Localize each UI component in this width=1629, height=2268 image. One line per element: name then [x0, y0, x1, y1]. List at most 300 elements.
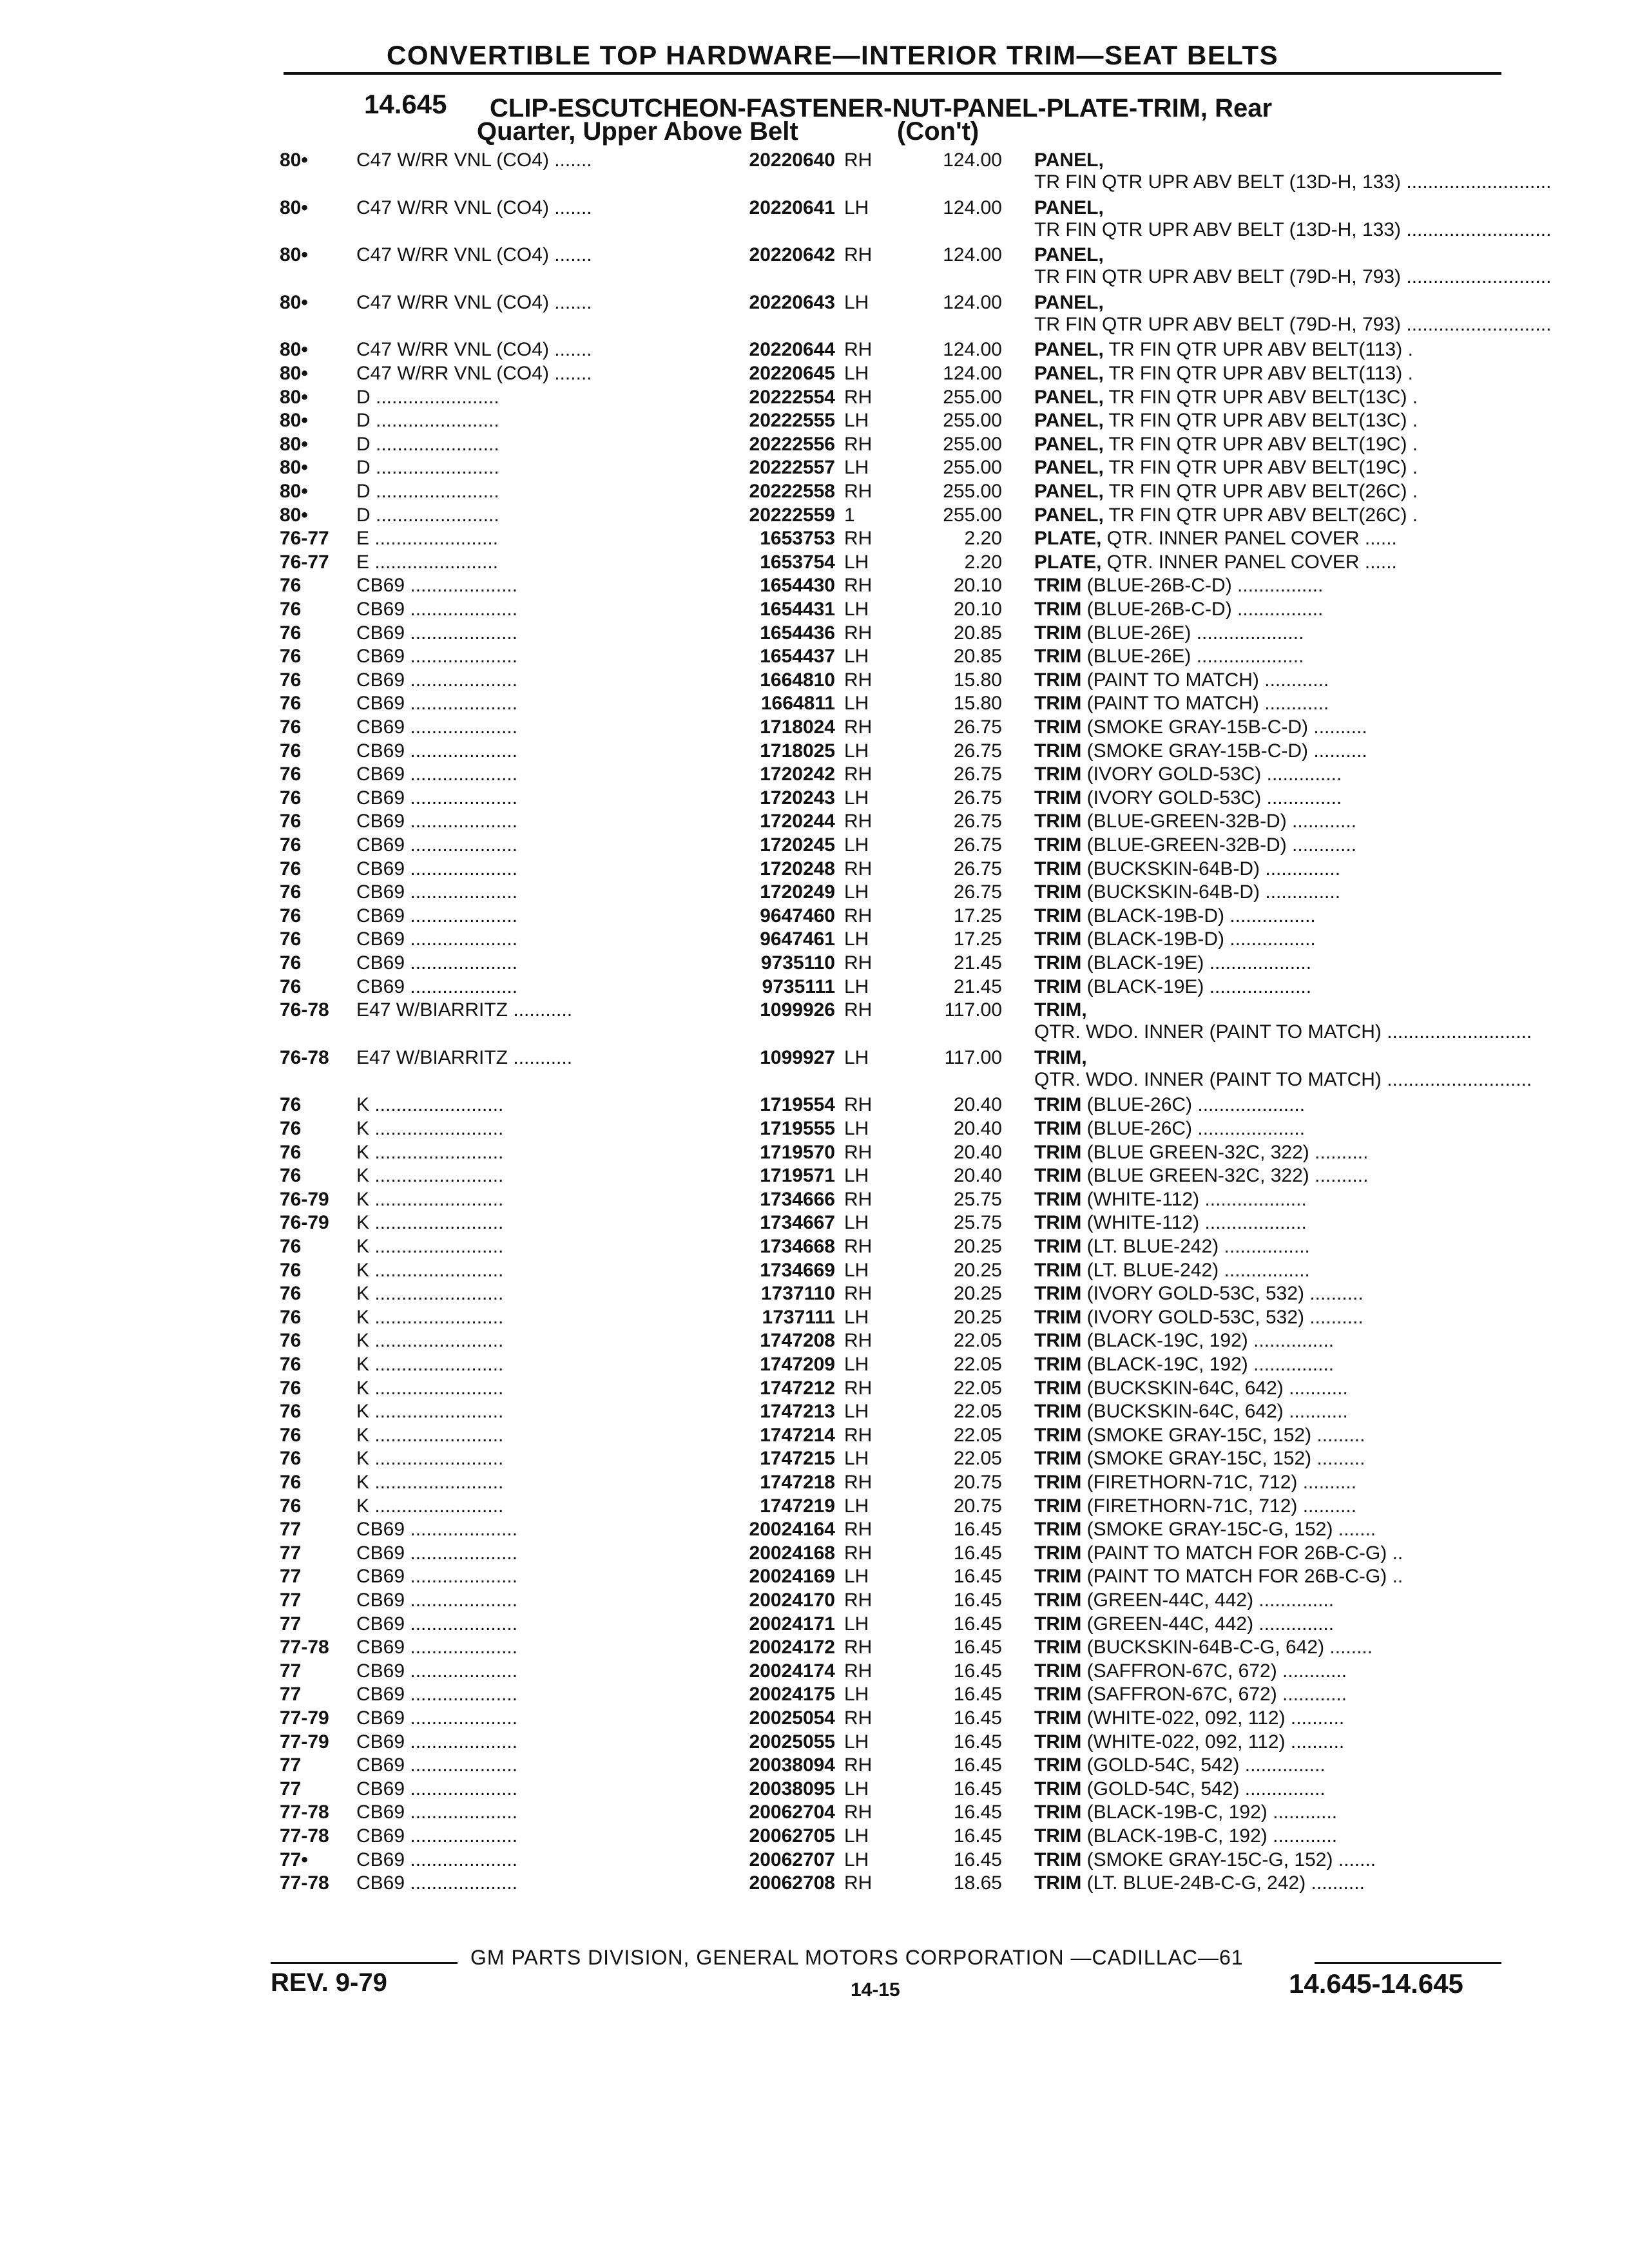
description-detail: (BLUE-26B-C-D) ................: [1081, 575, 1324, 597]
description-detail: QTR. WDO. INNER (PAINT TO MATCH) ...........................: [1034, 1021, 1532, 1043]
description-detail: (LT. BLUE-24B-C-G, 242) ..........: [1081, 1872, 1365, 1894]
year-cell: 80•: [280, 504, 308, 526]
description-name: TRIM: [1034, 764, 1082, 785]
part-number-cell: 20024164: [749, 1519, 835, 1541]
description-name: TRIM: [1034, 1330, 1082, 1352]
model-cell: K ........................: [356, 1330, 504, 1352]
price-cell: 255.00: [943, 481, 1002, 502]
side-cell: LH: [844, 1613, 869, 1635]
part-number-cell: 1718025: [760, 740, 835, 762]
side-cell: LH: [844, 1306, 869, 1328]
year-cell: 77-79: [280, 1731, 329, 1753]
description-name: TRIM: [1034, 575, 1082, 597]
description-cell: [1034, 669, 1498, 691]
year-cell: 76: [280, 1259, 302, 1281]
description-detail: TR FIN QTR UPR ABV BELT(19C) .: [1103, 457, 1418, 479]
description-name: TRIM: [1034, 1472, 1082, 1493]
side-cell: RH: [844, 1872, 872, 1894]
description-name: TRIM: [1034, 1754, 1082, 1776]
year-cell: 76: [280, 740, 302, 762]
description-cell: [1034, 1849, 1498, 1871]
model-cell: CB69 ....................: [356, 952, 518, 974]
description-name: TRIM: [1034, 646, 1082, 668]
side-cell: 1: [844, 504, 855, 526]
description-detail: (SMOKE GRAY-15C, 152) .........: [1081, 1448, 1365, 1470]
part-number-cell: 1653753: [760, 528, 835, 550]
description-detail: (BLUE-26B-C-D) ................: [1081, 599, 1324, 620]
side-cell: RH: [844, 1377, 872, 1399]
description-cell: [1034, 528, 1498, 550]
side-cell: LH: [844, 1212, 869, 1234]
year-cell: 80•: [280, 149, 308, 171]
price-cell: 16.45: [953, 1778, 1002, 1800]
description-detail: TR FIN QTR UPR ABV BELT (13D-H, 133) ...........................: [1034, 218, 1552, 240]
price-cell: 20.85: [953, 622, 1002, 644]
year-cell: 76: [280, 1448, 302, 1470]
description-name: TRIM: [1034, 1802, 1082, 1823]
model-cell: C47 W/RR VNL (CO4) .......: [356, 197, 592, 218]
description-name: TRIM: [1034, 1259, 1082, 1281]
footer-organization: GM PARTS DIVISION, GENERAL MOTORS CORPORATION —CADILLAC—61: [470, 1946, 1244, 1969]
price-cell: 22.05: [953, 1354, 1002, 1375]
side-cell: LH: [844, 1684, 869, 1706]
part-number-cell: 1719570: [760, 1141, 835, 1163]
year-cell: 76: [280, 952, 302, 974]
description-cell: [1034, 552, 1498, 573]
description-detail: (WHITE-022, 092, 112) ..........: [1081, 1707, 1345, 1729]
description-cell: [1034, 976, 1498, 998]
year-cell: 80•: [280, 433, 308, 455]
description-name: PANEL,: [1034, 149, 1104, 171]
part-number-cell: 1747214: [760, 1424, 835, 1446]
description-cell: [1034, 693, 1498, 715]
price-cell: 2.20: [964, 551, 1002, 573]
description-cell: [1034, 740, 1498, 762]
price-cell: 124.00: [943, 244, 1002, 266]
side-cell: LH: [844, 975, 869, 997]
description-name: TRIM: [1034, 1401, 1082, 1423]
year-cell: 77-79: [280, 1707, 329, 1729]
price-cell: 117.00: [944, 1046, 1002, 1068]
model-cell: CB69 ....................: [356, 1731, 518, 1753]
part-number-cell: 20222554: [749, 386, 835, 408]
description-detail: (WHITE-112) ...................: [1081, 1212, 1307, 1234]
year-cell: 76: [280, 834, 302, 856]
price-cell: 22.05: [953, 1377, 1002, 1399]
price-cell: 16.45: [953, 1707, 1002, 1729]
part-number-cell: 20220642: [749, 244, 835, 266]
description-cell: [1034, 1165, 1498, 1187]
description-detail: TR FIN QTR UPR ABV BELT(13C) .: [1103, 410, 1418, 432]
model-cell: K ........................: [356, 1401, 504, 1423]
year-cell: 80•: [280, 339, 308, 361]
price-cell: 25.75: [953, 1212, 1002, 1234]
side-cell: RH: [844, 1472, 872, 1493]
year-cell: 76: [280, 599, 302, 620]
part-number-cell: 20024174: [749, 1660, 835, 1682]
price-cell: 26.75: [953, 881, 1002, 903]
side-cell: LH: [844, 1118, 869, 1139]
side-cell: RH: [844, 149, 872, 171]
description-name: TRIM: [1034, 599, 1082, 620]
description-detail: (BLUE-GREEN-32B-D) ............: [1081, 834, 1357, 856]
description-detail: TR FIN QTR UPR ABV BELT(113) .: [1103, 363, 1413, 384]
description-name: TRIM: [1034, 740, 1082, 762]
description-detail: TR FIN QTR UPR ABV BELT(13C) .: [1103, 386, 1418, 408]
description-detail: (WHITE-112) ...................: [1081, 1188, 1307, 1210]
side-cell: LH: [844, 1778, 869, 1800]
description-cell: [1034, 1212, 1498, 1234]
description-detail: (BLACK-19E) ...................: [1081, 952, 1312, 974]
description-cell: [1034, 1046, 1532, 1091]
side-cell: RH: [844, 1236, 872, 1257]
section-title: CLIP-ESCUTCHEON-FASTENER-NUT-PANEL-PLATE-TRIM, Rear: [490, 94, 1273, 122]
description-name: TRIM,: [1034, 1046, 1087, 1068]
description-cell: [1034, 764, 1498, 785]
description-cell: [1034, 834, 1498, 856]
price-cell: 22.05: [953, 1424, 1002, 1446]
description-cell: [1034, 1118, 1498, 1140]
description-name: TRIM: [1034, 811, 1082, 832]
model-cell: CB69 ....................: [356, 1590, 518, 1611]
description-cell: [1034, 457, 1498, 479]
side-cell: RH: [844, 1707, 872, 1729]
price-cell: 25.75: [953, 1188, 1002, 1210]
description-cell: [1034, 1260, 1498, 1282]
description-name: TRIM: [1034, 1141, 1082, 1163]
description-detail: (BLACK-19C, 192) ...............: [1081, 1354, 1335, 1375]
description-detail: (BLUE-26E) ....................: [1081, 646, 1304, 668]
description-name: PANEL,: [1034, 244, 1104, 266]
year-cell: 77: [280, 1754, 302, 1776]
side-cell: RH: [844, 386, 872, 408]
year-cell: 77: [280, 1660, 302, 1682]
part-number-cell: 20024175: [749, 1684, 835, 1706]
description-detail: (BUCKSKIN-64B-D) ..............: [1081, 858, 1341, 879]
description-name: PANEL,: [1034, 410, 1104, 432]
model-cell: D .......................: [356, 481, 499, 502]
description-name: TRIM: [1034, 622, 1082, 644]
side-cell: RH: [844, 244, 872, 266]
model-cell: CB69 ....................: [356, 787, 518, 809]
model-cell: CB69 ....................: [356, 1849, 518, 1870]
description-cell: [1034, 434, 1498, 456]
description-detail: (BUCKSKIN-64C, 642) ...........: [1081, 1377, 1348, 1399]
description-name: TRIM: [1034, 928, 1082, 950]
description-detail: (BLACK-19B-C, 192) ............: [1081, 1825, 1338, 1847]
description-detail: (GOLD-54C, 542) ...............: [1081, 1778, 1325, 1800]
description-cell: [1034, 787, 1498, 809]
year-cell: 77-78: [280, 1872, 329, 1894]
part-number-cell: 1720242: [760, 764, 835, 785]
description-detail: (PAINT TO MATCH) ............: [1081, 669, 1329, 691]
part-number-cell: 20062705: [749, 1825, 835, 1847]
price-cell: 255.00: [943, 504, 1002, 526]
model-cell: CB69 ....................: [356, 764, 518, 785]
price-cell: 22.05: [953, 1401, 1002, 1423]
price-cell: 20.40: [953, 1165, 1002, 1187]
description-name: TRIM: [1034, 1283, 1082, 1305]
description-cell: [1034, 1802, 1498, 1823]
part-number-cell: 20222559: [749, 504, 835, 526]
model-cell: D .......................: [356, 433, 499, 455]
model-cell: K ........................: [356, 1472, 504, 1493]
price-cell: 16.45: [953, 1590, 1002, 1611]
model-cell: CB69 ....................: [356, 740, 518, 762]
description-detail: (IVORY GOLD-53C) ..............: [1081, 764, 1342, 785]
description-name: TRIM: [1034, 1495, 1082, 1517]
description-cell: [1034, 387, 1498, 408]
side-cell: RH: [844, 1519, 872, 1541]
description-name: TRIM: [1034, 1519, 1082, 1541]
model-cell: CB69 ....................: [356, 1754, 518, 1776]
side-cell: LH: [844, 1495, 869, 1517]
side-cell: RH: [844, 339, 872, 361]
price-cell: 20.85: [953, 646, 1002, 668]
model-cell: CB69 ....................: [356, 1707, 518, 1729]
description-detail: (BUCKSKIN-64B-C-G, 642) ........: [1081, 1637, 1373, 1658]
description-detail: (BLACK-19E) ...................: [1081, 975, 1312, 997]
model-cell: CB69 ....................: [356, 599, 518, 620]
description-detail: TR FIN QTR UPR ABV BELT (13D-H, 133) ...........................: [1034, 171, 1552, 193]
model-cell: K ........................: [356, 1448, 504, 1470]
side-cell: RH: [844, 481, 872, 502]
description-cell: [1034, 481, 1498, 503]
price-cell: 255.00: [943, 457, 1002, 479]
price-cell: 17.25: [953, 905, 1002, 927]
description-name: TRIM: [1034, 1212, 1082, 1234]
description-detail: (SMOKE GRAY-15C-G, 152) .......: [1081, 1519, 1376, 1541]
part-number-cell: 1654431: [760, 599, 835, 620]
part-number-cell: 1734668: [760, 1236, 835, 1257]
model-cell: CB69 ....................: [356, 928, 518, 950]
year-cell: 76: [280, 1377, 302, 1399]
side-cell: LH: [844, 291, 869, 313]
description-cell: [1034, 1590, 1498, 1611]
description-name: PANEL,: [1034, 386, 1104, 408]
year-cell: 77: [280, 1684, 302, 1706]
description-name: TRIM: [1034, 1236, 1082, 1257]
side-cell: LH: [844, 551, 869, 573]
side-cell: RH: [844, 1542, 872, 1564]
description-cell: [1034, 1472, 1498, 1494]
description-cell: [1034, 1660, 1498, 1682]
part-number-cell: 20024170: [749, 1590, 835, 1611]
model-cell: K ........................: [356, 1495, 504, 1517]
description-cell: [1034, 1378, 1498, 1399]
description-cell: [1034, 291, 1552, 336]
model-cell: E .......................: [356, 551, 499, 573]
model-cell: D .......................: [356, 457, 499, 479]
description-detail: (WHITE-022, 092, 112) ..........: [1081, 1731, 1345, 1753]
year-cell: 77: [280, 1778, 302, 1800]
price-cell: 16.45: [953, 1613, 1002, 1635]
side-cell: RH: [844, 1188, 872, 1210]
price-cell: 16.45: [953, 1566, 1002, 1588]
description-detail: TR FIN QTR UPR ABV BELT(26C) .: [1103, 481, 1418, 502]
model-cell: K ........................: [356, 1165, 504, 1187]
description-cell: [1034, 928, 1498, 950]
description-detail: (SAFFRON-67C, 672) ............: [1081, 1660, 1347, 1682]
part-number-cell: 1720248: [760, 858, 835, 879]
part-number-cell: 1734669: [760, 1259, 835, 1281]
description-cell: [1034, 1637, 1498, 1658]
description-detail: (GREEN-44C, 442) ..............: [1081, 1613, 1335, 1635]
part-number-cell: 1654430: [760, 575, 835, 597]
side-cell: RH: [844, 764, 872, 785]
description-cell: [1034, 339, 1498, 361]
model-cell: E47 W/BIARRITZ ...........: [356, 999, 573, 1021]
description-name: TRIM: [1034, 1094, 1082, 1116]
year-cell: 76: [280, 975, 302, 997]
model-cell: K ........................: [356, 1188, 504, 1210]
description-detail: (BLUE-26E) ....................: [1081, 622, 1304, 644]
description-detail: (BLUE GREEN-32C, 322) ..........: [1081, 1141, 1369, 1163]
price-cell: 26.75: [953, 834, 1002, 856]
side-cell: LH: [844, 1165, 869, 1187]
description-name: TRIM: [1034, 1377, 1082, 1399]
price-cell: 16.45: [953, 1731, 1002, 1753]
description-cell: [1034, 1566, 1498, 1588]
description-name: TRIM: [1034, 1872, 1082, 1894]
part-number-cell: 20025054: [749, 1707, 835, 1729]
model-cell: D .......................: [356, 504, 499, 526]
price-cell: 16.45: [953, 1519, 1002, 1541]
price-cell: 17.25: [953, 928, 1002, 950]
model-cell: CB69 ....................: [356, 716, 518, 738]
description-detail: (SAFFRON-67C, 672) ............: [1081, 1684, 1347, 1706]
description-name: TRIM: [1034, 1165, 1082, 1187]
description-detail: (PAINT TO MATCH FOR 26B-C-G) ..: [1081, 1566, 1403, 1588]
year-cell: 76: [280, 1118, 302, 1139]
description-cell: [1034, 1448, 1498, 1470]
year-cell: 80•: [280, 244, 308, 266]
year-cell: 76: [280, 1283, 302, 1305]
year-cell: 76: [280, 646, 302, 668]
price-cell: 16.45: [953, 1754, 1002, 1776]
side-cell: RH: [844, 669, 872, 691]
side-cell: LH: [844, 599, 869, 620]
part-number-cell: 1720243: [760, 787, 835, 809]
part-number-cell: 1099927: [760, 1046, 835, 1068]
description-cell: [1034, 952, 1498, 974]
description-cell: [1034, 363, 1498, 385]
description-name: TRIM: [1034, 1684, 1082, 1706]
part-number-cell: 1747212: [760, 1377, 835, 1399]
description-cell: [1034, 1354, 1498, 1376]
section-continued: (Con't): [897, 117, 979, 146]
description-cell: [1034, 1189, 1498, 1211]
side-cell: RH: [844, 1424, 872, 1446]
description-detail: (IVORY GOLD-53C) ..............: [1081, 787, 1342, 809]
part-number-cell: 1718024: [760, 716, 835, 738]
side-cell: RH: [844, 1802, 872, 1823]
description-detail: (PAINT TO MATCH) ............: [1081, 693, 1329, 715]
description-name: TRIM: [1034, 1306, 1082, 1328]
description-detail: TR FIN QTR UPR ABV BELT (79D-H, 793) ...........................: [1034, 313, 1552, 335]
year-cell: 80•: [280, 363, 308, 384]
model-cell: C47 W/RR VNL (CO4) .......: [356, 244, 592, 266]
part-number-cell: 1747215: [760, 1448, 835, 1470]
year-cell: 80•: [280, 410, 308, 432]
year-cell: 76: [280, 905, 302, 927]
year-cell: 76: [280, 764, 302, 785]
part-number-cell: 1734666: [760, 1188, 835, 1210]
year-cell: 76-78: [280, 1046, 329, 1068]
part-number-cell: 9647460: [760, 905, 835, 927]
side-cell: RH: [844, 1754, 872, 1776]
part-number-cell: 20220640: [749, 149, 835, 171]
description-cell: [1034, 1778, 1498, 1800]
description-detail: QTR. INNER PANEL COVER ......: [1101, 528, 1397, 550]
price-cell: 22.05: [953, 1448, 1002, 1470]
model-cell: CB69 ....................: [356, 646, 518, 668]
part-number-cell: 1720244: [760, 811, 835, 832]
year-cell: 76: [280, 787, 302, 809]
description-cell: [1034, 1754, 1498, 1776]
price-cell: 20.75: [953, 1472, 1002, 1493]
year-cell: 76: [280, 858, 302, 879]
side-cell: RH: [844, 1660, 872, 1682]
description-cell: [1034, 1236, 1498, 1258]
description-detail: TR FIN QTR UPR ABV BELT(19C) .: [1103, 433, 1418, 455]
page-number: 14-15: [851, 1979, 900, 2001]
model-cell: CB69 ....................: [356, 1637, 518, 1658]
year-cell: 76: [280, 669, 302, 691]
side-cell: LH: [844, 410, 869, 432]
price-cell: 2.20: [964, 528, 1002, 550]
part-number-cell: 20220641: [749, 197, 835, 218]
model-cell: E47 W/BIARRITZ ...........: [356, 1046, 573, 1068]
side-cell: LH: [844, 197, 869, 218]
side-cell: RH: [844, 905, 872, 927]
part-number-cell: 20062708: [749, 1872, 835, 1894]
model-cell: CB69 ....................: [356, 975, 518, 997]
part-number-cell: 1099926: [760, 999, 835, 1021]
description-cell: [1034, 999, 1532, 1043]
side-cell: LH: [844, 740, 869, 762]
model-cell: CB69 ....................: [356, 881, 518, 903]
model-cell: CB69 ....................: [356, 1660, 518, 1682]
description-detail: (GREEN-44C, 442) ..............: [1081, 1590, 1335, 1611]
year-cell: 77-78: [280, 1825, 329, 1847]
description-detail: (GOLD-54C, 542) ...............: [1081, 1754, 1325, 1776]
part-number-cell: 1653754: [760, 551, 835, 573]
price-cell: 255.00: [943, 410, 1002, 432]
side-cell: RH: [844, 1637, 872, 1658]
price-cell: 26.75: [953, 858, 1002, 879]
description-cell: [1034, 1519, 1498, 1541]
year-cell: 77: [280, 1590, 302, 1611]
year-cell: 77: [280, 1566, 302, 1588]
part-number-cell: 1719554: [760, 1094, 835, 1116]
side-cell: RH: [844, 622, 872, 644]
description-name: TRIM: [1034, 1849, 1082, 1870]
part-number-cell: 1720245: [760, 834, 835, 856]
section-range: 14.645-14.645: [1289, 1968, 1463, 1999]
description-cell: [1034, 1425, 1498, 1446]
year-cell: 76: [280, 811, 302, 832]
description-cell: [1034, 811, 1498, 832]
description-name: TRIM: [1034, 1188, 1082, 1210]
description-cell: [1034, 1542, 1498, 1564]
part-number-cell: 20220645: [749, 363, 835, 384]
description-cell: [1034, 149, 1552, 193]
description-cell: [1034, 1872, 1498, 1894]
year-cell: 76-79: [280, 1188, 329, 1210]
model-cell: CB69 ....................: [356, 1825, 518, 1847]
side-cell: RH: [844, 858, 872, 879]
